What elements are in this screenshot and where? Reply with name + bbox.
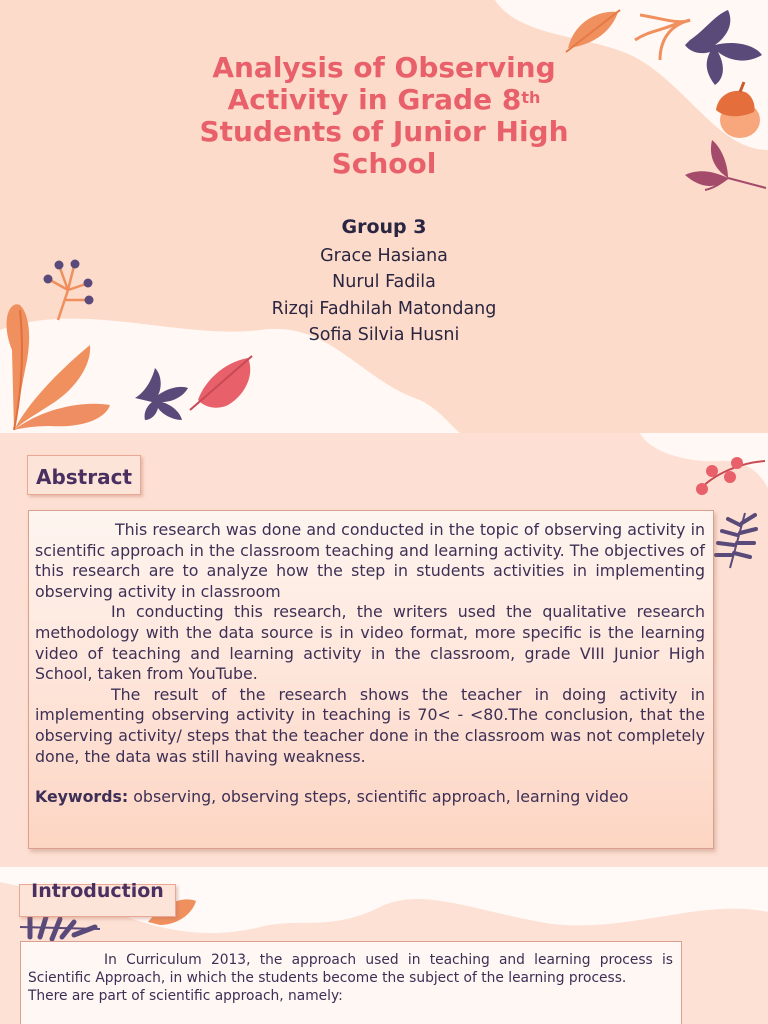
introduction-body: [20, 941, 682, 1024]
abstract-heading-text: Abstract: [35, 465, 133, 489]
title-line: School: [331, 147, 437, 180]
introduction-slide: [0, 867, 768, 1024]
berry-branch-pink-icon: [696, 457, 765, 495]
title-superscript: th: [521, 88, 541, 107]
introduction-paragraph: There are part of scientific approach, namely:: [28, 988, 343, 1005]
introduction-heading: [19, 880, 176, 917]
introduction-paragraph: In Curriculum 2013, the approach used in teaching and learning process is Scientific Approach, in which the students become the subject of the learning process.: [28, 952, 673, 987]
presentation-title: [134, 52, 634, 180]
member-name: Nurul Fadila: [332, 272, 436, 293]
title-line: [134, 84, 634, 116]
member-list: [0, 243, 768, 348]
group-name: Group 3: [341, 216, 427, 238]
keywords-label: Keywords:: [35, 787, 129, 807]
abstract-paragraph: The result of the research shows the teacher in doing activity in implementing observing activity in teaching is 70< - <80.The conclusion, that the observing activity/ steps that the teacher done in the classroom was not completely done, the data was still having weakness.: [35, 684, 705, 766]
keywords-text: observing, observing steps, scientific approach, learning video: [128, 787, 629, 807]
abstract-heading: [27, 455, 141, 495]
abstract-paragraph: This research was done and conducted in the topic of observing activity in scientific approach in the classroom teaching and learning activity. The objectives of this research are to analyze how the step in students activities in implementing observing activity in classroom: [35, 520, 705, 601]
title-line: Students of Junior High: [199, 115, 569, 148]
title-line-text: Activity in Grade 8: [227, 83, 522, 116]
abstract-slide: [0, 433, 768, 867]
title-line: Analysis of Observing: [212, 51, 556, 84]
keywords: [35, 787, 705, 808]
introduction-text: [28, 951, 673, 1006]
member-name: Sofia Silvia Husni: [308, 324, 460, 345]
member-name: Grace Hasiana: [320, 246, 448, 266]
introduction-heading-text: Introduction: [31, 880, 164, 902]
abstract-paragraph: In conducting this research, the writers used the qualitative research methodology with the data source is in video format, more specific is the learning video of teaching and learning activity in the classroom, grade VIII Junior High School, taken from YouTube.: [35, 602, 705, 684]
fern-purple-icon: [716, 513, 756, 568]
abstract-text: [35, 520, 705, 808]
abstract-body: [28, 510, 714, 849]
title-slide: [0, 0, 768, 433]
member-name: Rizqi Fadhilah Matondang: [271, 298, 497, 319]
